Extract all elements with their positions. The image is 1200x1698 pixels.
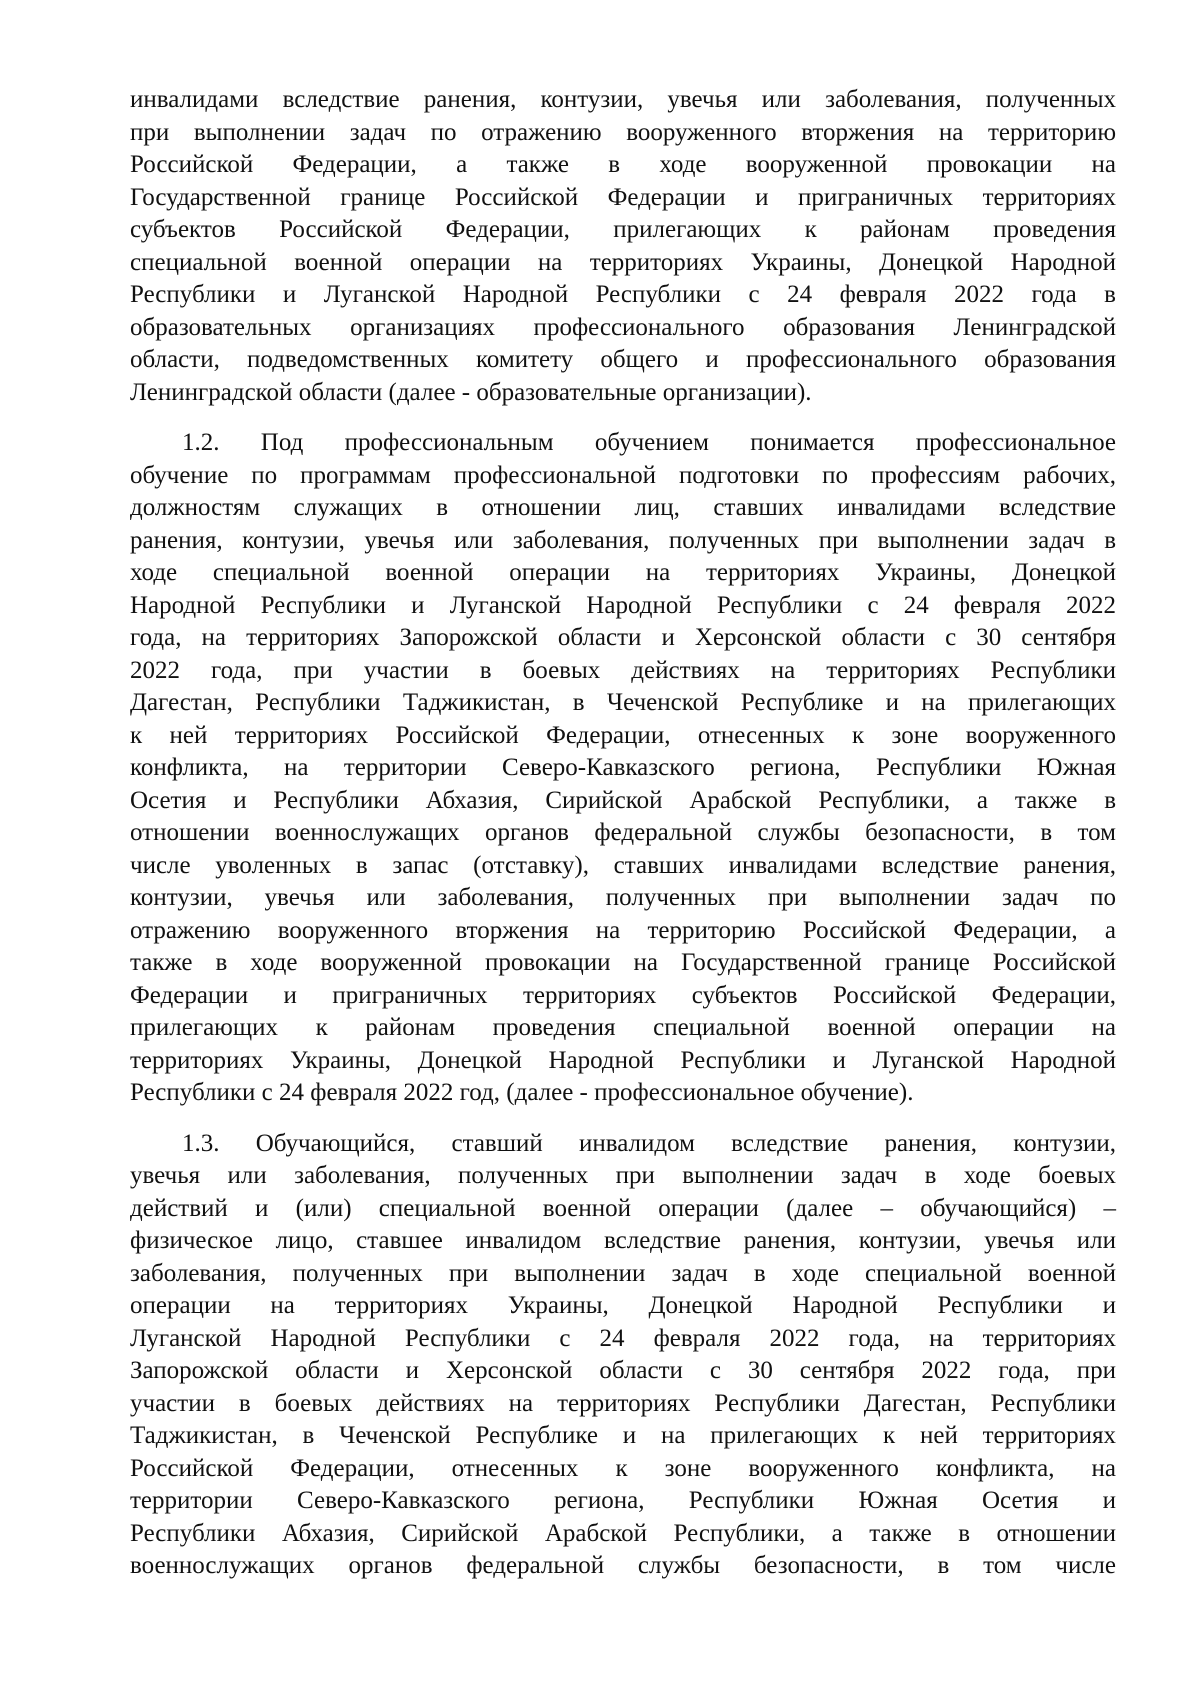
paragraph-gap bbox=[130, 1110, 1116, 1128]
text-line: территории Северо-Кавказского региона, Республики Южная Осетия и bbox=[130, 1487, 1116, 1514]
text-line: обучение по программам профессиональной подготовки по профессиям рабочих, bbox=[130, 461, 1116, 489]
text-line: 1.3. Обучающийся, ставший инвалидом вследствие ранения, контузии, bbox=[182, 1129, 1116, 1157]
text-line: также в ходе вооруженной провокации на Государственной границе Российской bbox=[130, 949, 1116, 976]
text-line: Ленинградской области (далее - образовательные организации). bbox=[130, 378, 812, 406]
text-line: отражению вооруженного вторжения на территорию Российской Федерации, а bbox=[130, 916, 1116, 944]
text-line: увечья или заболевания, полученных при выполнении задач в ходе боевых bbox=[130, 1162, 1116, 1189]
text-line: физическое лицо, ставшее инвалидом вследствие ранения, контузии, увечья или bbox=[130, 1227, 1116, 1254]
text-line: контузии, увечья или заболевания, полученных при выполнении задач по bbox=[130, 884, 1116, 911]
paragraph-1 bbox=[130, 84, 1116, 409]
text-line: 2022 года, при участии в боевых действиях на территориях Республики bbox=[130, 656, 1116, 684]
text-line: Народной Республики и Луганской Народной Республики с 24 февраля 2022 bbox=[130, 591, 1116, 619]
text-line: Государственной границе Российской Федерации и приграничных территориях bbox=[130, 183, 1116, 211]
text-line: субъектов Российской Федерации, прилегающих к районам проведения bbox=[130, 216, 1116, 243]
document-body bbox=[130, 84, 1116, 1583]
text-line: Республики и Луганской Народной Республики с 24 февраля 2022 года в bbox=[130, 281, 1116, 308]
paragraph-3 bbox=[130, 1128, 1116, 1583]
text-line: конфликта, на территории Северо-Кавказского региона, Республики Южная bbox=[130, 754, 1116, 781]
text-line: прилегающих к районам проведения специальной военной операции на bbox=[130, 1014, 1116, 1041]
paragraph-2 bbox=[130, 427, 1116, 1110]
text-line: отношении военнослужащих органов федеральной службы безопасности, в том bbox=[130, 819, 1116, 846]
text-line: Дагестан, Республики Таджикистан, в Чеченской Республике и на прилегающих bbox=[130, 689, 1116, 716]
text-line: территориях Украины, Донецкой Народной Республики и Луганской Народной bbox=[130, 1046, 1116, 1074]
text-line: области, подведомственных комитету общего и профессионального образования bbox=[130, 346, 1116, 373]
text-line: Запорожской области и Херсонской области с 30 сентября 2022 года, при bbox=[130, 1357, 1116, 1384]
text-line: Российской Федерации, а также в ходе вооруженной провокации на bbox=[130, 151, 1116, 178]
text-line: должностям служащих в отношении лиц, ставших инвалидами вследствие bbox=[130, 494, 1116, 521]
text-line: инвалидами вследствие ранения, контузии, увечья или заболевания, полученных bbox=[130, 86, 1116, 113]
text-line: действий и (или) специальной военной операции (далее – обучающийся) – bbox=[130, 1194, 1116, 1222]
text-line: Республики с 24 февраля 2022 год, (далее - профессиональное обучение). bbox=[130, 1079, 914, 1106]
text-line: числе уволенных в запас (отставку), ставших инвалидами вследствие ранения, bbox=[130, 851, 1116, 879]
text-line: Федерации и приграничных территориях субъектов Российской Федерации, bbox=[130, 981, 1116, 1009]
paragraph-gap bbox=[130, 409, 1116, 427]
text-line: Республики Абхазия, Сирийской Арабской Республики, а также в отношении bbox=[130, 1519, 1116, 1547]
text-line: заболевания, полученных при выполнении задач в ходе специальной военной bbox=[130, 1259, 1116, 1287]
text-line: к ней территориях Российской Федерации, отнесенных к зоне вооруженного bbox=[130, 721, 1116, 749]
text-line: ходе специальной военной операции на территориях Украины, Донецкой bbox=[130, 559, 1116, 586]
text-line: операции на территориях Украины, Донецкой Народной Республики и bbox=[130, 1292, 1116, 1319]
text-line: Осетия и Республики Абхазия, Сирийской Арабской Республики, а также в bbox=[130, 786, 1116, 814]
text-line: образовательных организациях профессионального образования Ленинградской bbox=[130, 313, 1116, 341]
text-line: при выполнении задач по отражению вооруженного вторжения на территорию bbox=[130, 118, 1116, 146]
text-line: военнослужащих органов федеральной службы безопасности, в том числе bbox=[130, 1552, 1116, 1579]
document-page bbox=[130, 84, 1116, 1583]
text-line: Российской Федерации, отнесенных к зоне вооруженного конфликта, на bbox=[130, 1454, 1116, 1482]
text-line: Луганской Народной Республики с 24 февраля 2022 года, на территориях bbox=[130, 1324, 1116, 1352]
text-line: участии в боевых действиях на территориях Республики Дагестан, Республики bbox=[130, 1389, 1116, 1417]
text-line: Таджикистан, в Чеченской Республике и на прилегающих к ней территориях bbox=[130, 1422, 1116, 1449]
text-line: 1.2. Под профессиональным обучением понимается профессиональное bbox=[182, 429, 1116, 456]
text-line: ранения, контузии, увечья или заболевания, полученных при выполнении задач в bbox=[130, 526, 1116, 554]
text-line: года, на территориях Запорожской области и Херсонской области с 30 сентября bbox=[130, 624, 1116, 651]
text-line: специальной военной операции на территориях Украины, Донецкой Народной bbox=[130, 248, 1116, 276]
